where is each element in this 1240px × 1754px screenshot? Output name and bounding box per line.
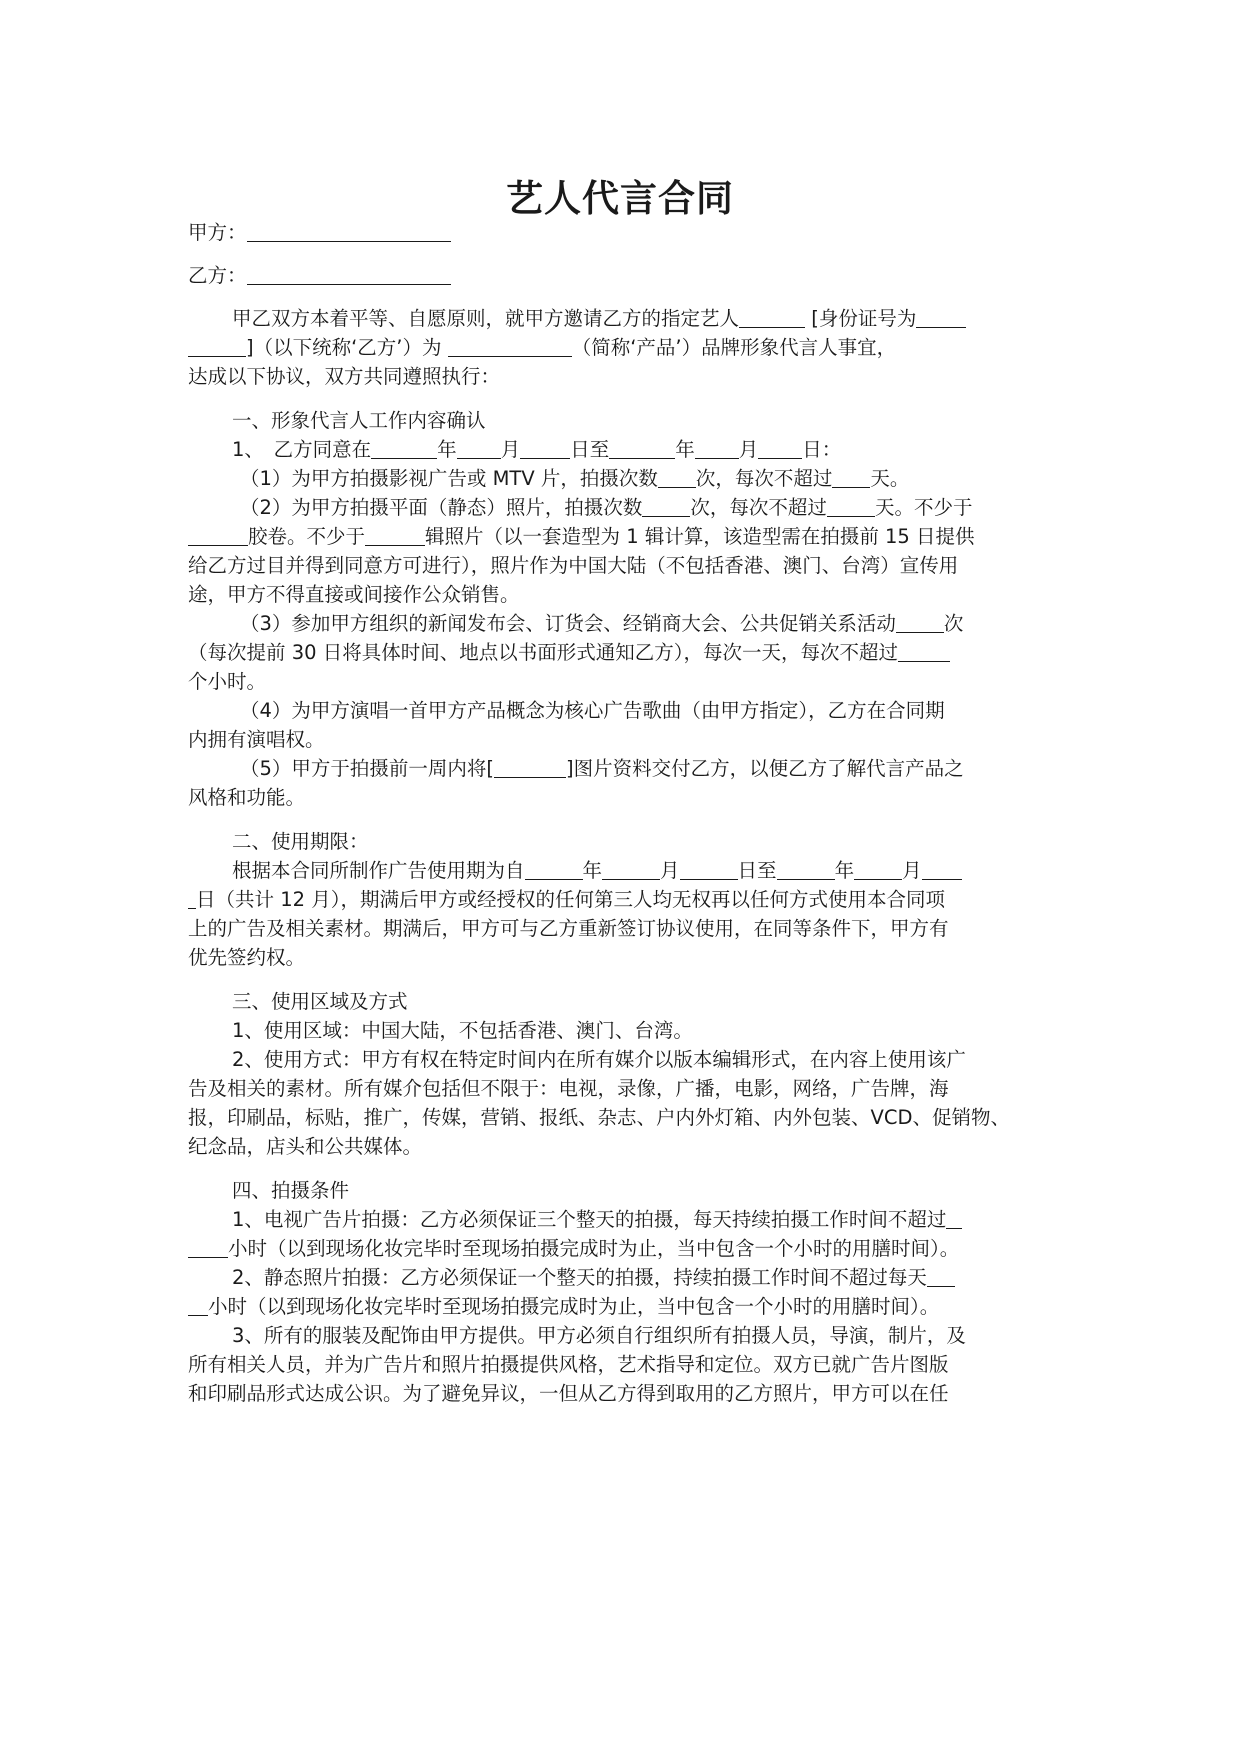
text-segment: 给乙方过目并得到同意方可进行），照片作为中国大陆（不包括香港、澳门、台湾）宣传用 xyxy=(188,554,959,577)
section-heading-1 xyxy=(232,408,1052,434)
clause-1-3-cont-2 xyxy=(188,669,1052,695)
clause-1-3 xyxy=(240,611,1104,637)
fill-blank xyxy=(188,1238,228,1258)
clause-1-4 xyxy=(240,698,1104,724)
text-segment: （5）甲方于拍摄前一周内将[ xyxy=(240,757,495,780)
text-segment: 纪念品，店头和公共媒体。 xyxy=(188,1135,423,1158)
fill-blank xyxy=(922,860,962,880)
text-segment: 个小时。 xyxy=(188,670,267,693)
shooting-line-3 xyxy=(232,1265,1052,1291)
fill-blank xyxy=(854,860,902,880)
text-segment: ]（以下统称‘乙方’）为 xyxy=(246,336,448,359)
fill-blank xyxy=(371,439,437,459)
text-segment: （4）为甲方演唱一首甲方产品概念为核心广告歌曲（由甲方指定），乙方在合同期 xyxy=(240,699,945,722)
text-segment: 甲方： xyxy=(188,221,247,244)
fill-blank xyxy=(188,1296,208,1316)
text-segment: 1、使用区域：中国大陆，不包括香港、澳门、台湾。 xyxy=(232,1019,693,1042)
text-segment: （3）参加甲方组织的新闻发布会、订货会、经销商大会、公共促销关系活动 xyxy=(240,612,896,635)
text-segment: 小时（以到现场化妆完毕时至现场拍摄完成时为止，当中包含一个小时的用膳时间）。 xyxy=(228,1237,960,1260)
text-segment: 天。 xyxy=(870,467,910,490)
fill-blank xyxy=(448,337,572,357)
shooting-line-2 xyxy=(188,1236,1052,1262)
text-segment: 月 xyxy=(902,859,922,882)
method-line-4 xyxy=(188,1134,1052,1160)
text-segment: 月 xyxy=(500,438,521,461)
text-segment: ]图片资料交付乙方，以便乙方了解代言产品之 xyxy=(566,757,964,780)
text-segment: 达成以下协议，双方共同遵照执行： xyxy=(188,365,501,388)
fill-blank xyxy=(365,526,425,546)
term-line-1 xyxy=(232,858,1052,884)
region-line xyxy=(232,1018,1052,1044)
text-segment: 告及相关的素材。所有媒介包括但不限于：电视，录像，广播，电影，网络，广告牌，海 xyxy=(188,1077,949,1100)
fill-blank xyxy=(946,1209,962,1229)
fill-blank xyxy=(827,497,875,517)
text-segment: 次 xyxy=(943,612,964,635)
text-segment: 日（共计 12 月），期满后甲方或经授权的任何第三人均无权再以任何方式使用本合同项 xyxy=(196,888,945,911)
fill-blank xyxy=(758,439,802,459)
text-segment: 乙方： xyxy=(188,264,247,287)
fill-blank xyxy=(896,613,944,633)
clause-1-4-cont xyxy=(188,727,1052,753)
text-segment: 途，甲方不得直接或间接作公众销售。 xyxy=(188,583,520,606)
clause-1-2-cont-3 xyxy=(188,582,1052,608)
shooting-line-5 xyxy=(232,1323,1052,1349)
shooting-line-4 xyxy=(188,1294,1052,1320)
fill-blank xyxy=(832,468,870,488)
text-segment: （每次提前 30 日将具体时间、地点以书面形式通知乙方），每次一天，每次不超过 xyxy=(188,641,898,664)
text-segment: 和印刷品形式达成公识。为了避免异议，一但从乙方得到取用的乙方照片，甲方可以在任 xyxy=(188,1382,949,1405)
fill-blank xyxy=(457,439,501,459)
text-segment: 次，每次不超过 xyxy=(695,467,833,490)
text-segment: 风格和功能。 xyxy=(188,786,306,809)
text-segment: 小时（以到现场化妆完毕时至现场拍摄完成时为止，当中包含一个小时的用膳时间）。 xyxy=(208,1295,940,1318)
text-segment: 1、电视广告片拍摄：乙方必须保证三个整天的拍摄，每天持续拍摄工作时间不超过 xyxy=(232,1208,947,1231)
term-line-2 xyxy=(188,887,1052,913)
text-segment: 日至 xyxy=(737,859,777,882)
document-title: 艺人代言合同 xyxy=(506,177,734,220)
text-segment: 内拥有演唱权。 xyxy=(188,728,325,751)
clause-1-2-cont-1 xyxy=(188,524,1052,550)
party-b-line xyxy=(188,263,1052,289)
clause-1-5 xyxy=(240,756,1104,782)
intro-line-1 xyxy=(232,306,1052,332)
fill-blank xyxy=(602,860,660,880)
text-segment: （简称‘产品’）品牌形象代言人事宜， xyxy=(571,336,897,359)
shooting-line-7 xyxy=(188,1381,1052,1407)
section-heading-4 xyxy=(232,1178,1052,1204)
fill-blank xyxy=(680,860,738,880)
text-segment: 上的广告及相关素材。期满后，甲方可与乙方重新签订协议使用，在同等条件下，甲方有 xyxy=(188,917,949,940)
intro-line-3 xyxy=(188,364,1052,390)
party-a-line xyxy=(188,220,1052,246)
fill-blank xyxy=(777,860,835,880)
section-heading-3 xyxy=(232,989,1052,1015)
shooting-line-1 xyxy=(232,1207,1052,1233)
fill-blank xyxy=(658,468,696,488)
text-segment: 天。不少于 xyxy=(874,496,973,519)
clause-1-2 xyxy=(240,495,1104,521)
text-segment: （1）为甲方拍摄影视广告或 MTV 片，拍摄次数 xyxy=(240,467,658,490)
term-line-4 xyxy=(188,945,1052,971)
text-segment: 二、使用期限： xyxy=(232,830,369,853)
fill-blank xyxy=(898,642,950,662)
clause-1-3-cont-1 xyxy=(188,640,1052,666)
text-segment: 年 xyxy=(582,859,603,882)
text-segment: 根据本合同所制作广告使用期为自 xyxy=(232,859,525,882)
fill-blank xyxy=(642,497,690,517)
party-b-blank xyxy=(247,265,451,285)
shooting-line-6 xyxy=(188,1352,1052,1378)
fill-blank xyxy=(525,860,583,880)
text-segment: 三、使用区域及方式 xyxy=(232,990,408,1013)
party-a-blank xyxy=(247,222,451,242)
intro-line-2 xyxy=(188,335,1052,361)
fill-blank xyxy=(695,439,739,459)
method-line-3 xyxy=(188,1105,1052,1131)
text-segment: 胶卷。不少于 xyxy=(248,525,366,548)
text-segment: 年 xyxy=(675,438,695,461)
text-segment: 月 xyxy=(738,438,759,461)
clause-1-5-cont xyxy=(188,785,1052,811)
text-segment: 2、静态照片拍摄：乙方必须保证一个整天的拍摄，持续拍摄工作时间不超过每天 xyxy=(232,1266,927,1289)
text-segment: 四、拍摄条件 xyxy=(232,1179,350,1202)
method-line-2 xyxy=(188,1076,1052,1102)
text-segment: [身份证号为 xyxy=(805,307,917,330)
text-segment: 月 xyxy=(660,859,680,882)
fill-blank xyxy=(494,758,566,778)
text-segment: 优先签约权。 xyxy=(188,946,306,969)
text-segment: 2、使用方式：甲方有权在特定时间内在所有媒介以版本编辑形式，在内容上使用该广 xyxy=(232,1048,966,1071)
clause-1-2-cont-2 xyxy=(188,553,1052,579)
text-segment: 日： xyxy=(802,438,842,461)
text-segment: 所有相关人员，并为广告片和照片拍摄提供风格，艺术指导和定位。双方已就广告片图版 xyxy=(188,1353,949,1376)
clause-1-1 xyxy=(240,466,1104,492)
fill-blank xyxy=(739,308,805,328)
fill-blank xyxy=(188,337,246,357)
clause-1 xyxy=(232,437,1052,463)
text-segment: 年 xyxy=(834,859,855,882)
text-segment: 次，每次不超过 xyxy=(690,496,827,519)
text-segment: （2）为甲方拍摄平面（静态）照片，拍摄次数 xyxy=(240,496,643,519)
method-line-1 xyxy=(232,1047,1052,1073)
fill-blank xyxy=(609,439,675,459)
text-segment: 报，印刷品，标贴，推广，传媒，营销、报纸、杂志、户内外灯箱、内外包装、VCD、促销物、 xyxy=(188,1106,1010,1129)
section-heading-2 xyxy=(232,829,1052,855)
text-segment: 日至 xyxy=(570,438,610,461)
fill-blank xyxy=(520,439,570,459)
text-segment: 1、 乙方同意在 xyxy=(232,438,372,461)
fill-blank xyxy=(916,308,966,328)
text-segment: 3、所有的服装及配饰由甲方提供。甲方必须自行组织所有拍摄人员，导演，制片，及 xyxy=(232,1324,966,1347)
term-line-3 xyxy=(188,916,1052,942)
fill-blank xyxy=(188,526,248,546)
text-segment: 年 xyxy=(437,438,457,461)
text-segment: 甲乙双方本着平等、自愿原则，就甲方邀请乙方的指定艺人 xyxy=(232,307,740,330)
text-segment: 辑照片（以一套造型为 1 辑计算，该造型需在拍摄前 15 日提供 xyxy=(425,525,975,548)
text-segment: 一、形象代言人工作内容确认 xyxy=(232,409,486,432)
fill-blank xyxy=(188,889,196,909)
fill-blank xyxy=(927,1267,955,1287)
